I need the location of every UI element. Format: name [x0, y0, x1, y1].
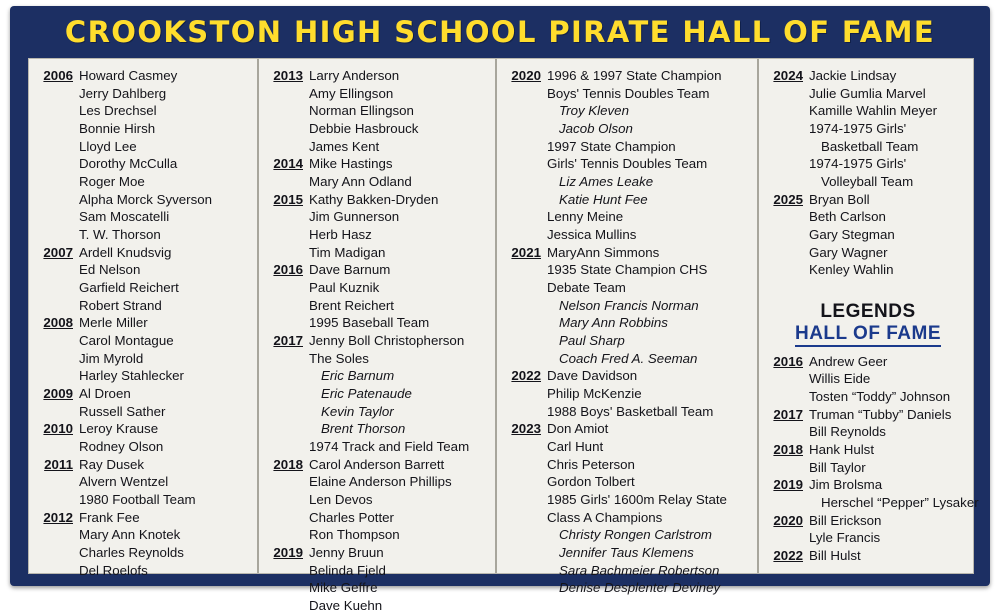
inductee-row: [269, 509, 489, 527]
inductee-row: [507, 244, 751, 262]
induction-year: 2022: [773, 548, 803, 564]
inductee-name: Chris Peterson: [547, 456, 635, 472]
inductee-row: [269, 191, 489, 209]
inductee-columns: [29, 59, 979, 614]
inductee-row: [507, 562, 751, 580]
inductee-row: [507, 191, 751, 209]
inductee-name: Leroy Krause: [79, 421, 159, 437]
inductee-row: [39, 544, 251, 562]
inductee-row: [507, 208, 751, 226]
inductee-row: [39, 350, 251, 368]
inductee-name: Don Amiot: [547, 421, 609, 437]
inductee-name: Kathy Bakken-Dryden: [309, 191, 439, 207]
inductee-row: [39, 420, 251, 438]
inductee-name: Coach Fred A. Seeman: [559, 350, 698, 366]
inductee-name: Jennifer Taus Klemens: [559, 545, 694, 561]
inductee-name: Dorothy McCulla: [79, 156, 178, 172]
inductee-name: Mary Ann Knotek: [79, 527, 181, 543]
inductee-name: Tim Madigan: [309, 244, 386, 260]
inductee-name: 1980 Football Team: [79, 492, 196, 508]
inductee-row: [39, 562, 251, 580]
induction-year: 2025: [773, 191, 803, 207]
inductee-row: [39, 261, 251, 279]
inductee-name: Brent Reichert: [309, 297, 394, 313]
inductee-row: [269, 279, 489, 297]
inductee-name: Russell Sather: [79, 403, 166, 419]
inductee-name: Charles Potter: [309, 509, 394, 525]
inductee-row: [507, 473, 751, 491]
induction-year: 2022: [511, 368, 541, 384]
page-title: CROOKSTON HIGH SCHOOL PIRATE HALL OF FAME: [64, 15, 936, 49]
inductee-name: Boys' Tennis Doubles Team: [547, 85, 710, 101]
column-4: [757, 59, 979, 573]
inductee-row: [269, 85, 489, 103]
inductee-row: [769, 208, 967, 226]
inductee-row: [269, 208, 489, 226]
inductee-name: Bill Reynolds: [809, 424, 886, 440]
inductee-name: Mary Ann Odland: [309, 174, 412, 190]
inductee-name: Amy Ellingson: [309, 85, 394, 101]
inductee-name: Rodney Olson: [79, 439, 164, 455]
inductee-row: [39, 173, 251, 191]
inductee-name: Class A Champions: [547, 509, 663, 525]
inductee-name: Julie Gumlia Marvel: [809, 85, 926, 101]
inductee-row: [769, 370, 967, 388]
inductee-row: [39, 191, 251, 209]
inductee-row: [507, 138, 751, 156]
inductee-name: Jenny Bruun: [309, 545, 384, 561]
inductee-name: Ray Dusek: [79, 456, 145, 472]
inductee-name: Nelson Francis Norman: [559, 297, 699, 313]
inductee-row: [507, 85, 751, 103]
inductee-row: [507, 332, 751, 350]
inductee-row: [269, 138, 489, 156]
inductee-row: [39, 102, 251, 120]
inductee-row: [769, 67, 967, 85]
inductee-row: [269, 456, 489, 474]
inductee-row: [769, 353, 967, 371]
induction-year: 2020: [511, 68, 541, 83]
inductee-row: [507, 420, 751, 438]
inductee-name: Ardell Knudsvig: [79, 244, 172, 260]
legends-title-line1: LEGENDS: [820, 301, 916, 323]
inductee-name: Tosten “Toddy” Johnson: [809, 389, 951, 405]
inductee-name: Basketball Team: [821, 138, 919, 154]
inductee-row: [39, 438, 251, 456]
inductee-row: [769, 547, 967, 565]
inductee-row: [507, 314, 751, 332]
inductee-name: Elaine Anderson Phillips: [309, 474, 452, 490]
inductee-name: Brent Thorson: [321, 421, 406, 437]
inductee-name: Denise Desplenter Deviney: [559, 580, 721, 596]
inductee-name: Dave Davidson: [547, 368, 638, 384]
inductee-row: [39, 244, 251, 262]
inductee-row: [769, 226, 967, 244]
induction-year: 2008: [43, 315, 73, 331]
inductee-row: [269, 473, 489, 491]
inductee-row: [769, 406, 967, 424]
inductee-row: [269, 526, 489, 544]
inductee-row: [769, 388, 967, 406]
column-3: [495, 59, 757, 596]
induction-year: 2018: [773, 442, 803, 458]
inductee-row: [269, 544, 489, 562]
inductee-name: 1974-1975 Girls': [809, 156, 907, 172]
inductee-name: Girls' Tennis Doubles Team: [547, 156, 708, 172]
inductee-name: Debbie Hasbrouck: [309, 121, 419, 137]
inductee-name: Howard Casmey: [79, 68, 178, 83]
inductee-row: [269, 155, 489, 173]
inductee-row: [769, 261, 967, 279]
inductee-name: Dave Barnum: [309, 262, 391, 278]
inductee-name: Kevin Taylor: [321, 403, 394, 419]
inductee-name: 1935 State Champion CHS: [547, 262, 708, 278]
inductee-name: Christy Rongen Carlstrom: [559, 527, 712, 543]
inductee-name: Gordon Tolbert: [547, 474, 635, 490]
inductee-row: [769, 476, 967, 494]
inductee-name: 1988 Boys' Basketball Team: [547, 403, 714, 419]
inductee-name: Mary Ann Robbins: [559, 315, 668, 331]
inductee-name: Mike Hastings: [309, 156, 393, 172]
inductee-name: Kamille Wahlin Meyer: [809, 103, 938, 119]
induction-year: 2021: [511, 244, 541, 260]
inductee-name: Garfield Reichert: [79, 280, 179, 296]
inductee-name: Alpha Morck Syverson: [79, 191, 213, 207]
induction-year: 2007: [43, 244, 73, 260]
inductee-row: [769, 459, 967, 477]
induction-year: 2017: [273, 333, 303, 349]
inductee-name: Belinda Fjeld: [309, 562, 386, 578]
induction-year: 2016: [273, 262, 303, 278]
inductee-row: [769, 102, 967, 120]
inductee-name: Jessica Mullins: [547, 227, 637, 243]
inductee-row: [507, 579, 751, 597]
inductee-row: [269, 297, 489, 315]
inductee-row: [269, 420, 489, 438]
inductee-name: Jenny Boll Christopherson: [309, 333, 465, 349]
inductee-row: [507, 279, 751, 297]
inductee-name: Merle Miller: [79, 315, 148, 331]
inductee-row: [269, 67, 489, 85]
inductee-row: [269, 597, 489, 615]
inductee-name: The Soles: [309, 350, 369, 366]
inductee-name: Hank Hulst: [809, 442, 875, 458]
inductee-row: [507, 403, 751, 421]
inductee-name: Mike Geffre: [309, 580, 378, 596]
induction-year: 2014: [273, 156, 303, 172]
inductee-name: Philip McKenzie: [547, 386, 642, 402]
legends-title-line2: HALL OF FAME: [795, 323, 941, 347]
inductee-name: Norman Ellingson: [309, 103, 414, 119]
inductee-name: Paul Kuznik: [309, 280, 380, 296]
inductee-row: [769, 120, 967, 138]
inductee-row: [39, 226, 251, 244]
inductee-name: Bill Hulst: [809, 548, 861, 564]
inductee-name: Bryan Boll: [809, 191, 870, 207]
inductee-row: [39, 491, 251, 509]
inductee-row: [507, 155, 751, 173]
inductee-name: Paul Sharp: [559, 333, 625, 349]
inductee-row: [39, 526, 251, 544]
inductee-name: Gary Wagner: [809, 244, 888, 260]
inductee-name: Kenley Wahlin: [809, 262, 894, 278]
inductee-name: Ed Nelson: [79, 262, 141, 278]
inductee-row: [769, 191, 967, 209]
inductee-name: Dave Kuehn: [309, 598, 383, 614]
inductee-row: [39, 367, 251, 385]
inductee-row: [769, 512, 967, 530]
inductee-row: [269, 120, 489, 138]
inductee-name: Liz Ames Leake: [559, 174, 654, 190]
induction-year: 2017: [773, 406, 803, 422]
plaque-board: [10, 6, 990, 614]
inductee-row: [507, 120, 751, 138]
inductee-name: T. W. Thorson: [79, 227, 161, 243]
induction-year: 2016: [773, 353, 803, 369]
inductee-name: Bonnie Hirsh: [79, 121, 156, 137]
inductee-name: Alvern Wentzel: [79, 474, 169, 490]
column-1: [29, 59, 257, 578]
inductee-name: Carol Anderson Barrett: [309, 456, 445, 472]
inductee-name: Jackie Lindsay: [809, 68, 897, 83]
inductee-name: 1996 & 1997 State Champion: [547, 68, 722, 83]
inductee-row: [507, 438, 751, 456]
inductee-row: [39, 332, 251, 350]
inductee-row: [769, 138, 967, 156]
inductee-name: 1974 Track and Field Team: [309, 439, 470, 455]
inductee-row: [39, 456, 251, 474]
induction-year: 2010: [43, 421, 73, 437]
inductee-name: Al Droen: [79, 386, 131, 402]
inductee-row: [507, 509, 751, 527]
inductee-row: [39, 138, 251, 156]
inductee-row: [269, 438, 489, 456]
inductee-row: [269, 244, 489, 262]
inductee-row: [507, 385, 751, 403]
inductee-row: [269, 403, 489, 421]
induction-year: 2012: [43, 509, 73, 525]
inductee-row: [39, 403, 251, 421]
induction-year: 2006: [43, 68, 73, 83]
inductee-row: [269, 173, 489, 191]
inductee-row: [39, 314, 251, 332]
column-2: [257, 59, 495, 614]
inductee-row: [39, 208, 251, 226]
inductee-name: Lloyd Lee: [79, 138, 137, 154]
inductee-row: [769, 529, 967, 547]
inductee-row: [39, 85, 251, 103]
inductee-row: [269, 579, 489, 597]
legends-title-line2-wrap: [769, 323, 967, 353]
inductee-row: [39, 279, 251, 297]
inductee-row: [769, 173, 967, 191]
inductee-name: Del Roelofs: [79, 562, 148, 578]
inductee-name: Bill Taylor: [809, 459, 866, 475]
inductee-name: Carol Montague: [79, 333, 174, 349]
inductee-row: [39, 155, 251, 173]
inductee-row: [269, 261, 489, 279]
inductee-name: Herschel “Pepper” Lysaker: [821, 495, 979, 511]
inductee-row: [769, 244, 967, 262]
inductee-name: Len Devos: [309, 492, 373, 508]
inductee-name: Beth Carlson: [809, 209, 886, 225]
induction-year: 2018: [273, 456, 303, 472]
inductee-row: [507, 544, 751, 562]
inductee-name: Andrew Geer: [809, 353, 888, 369]
inductee-name: Harley Stahlecker: [79, 368, 184, 384]
inductee-name: Robert Strand: [79, 297, 162, 313]
inductee-name: Jim Gunnerson: [309, 209, 400, 225]
inductee-name: 1985 Girls' 1600m Relay State: [547, 492, 727, 508]
inductee-row: [507, 67, 751, 85]
inductee-name: James Kent: [309, 138, 380, 154]
inductee-row: [769, 423, 967, 441]
inductee-row: [269, 314, 489, 332]
induction-year: 2020: [773, 512, 803, 528]
plaque-title-bar: [10, 6, 990, 58]
induction-year: 2015: [273, 191, 303, 207]
inductee-row: [39, 385, 251, 403]
inductee-row: [507, 297, 751, 315]
inductee-name: Ron Thompson: [309, 527, 400, 543]
induction-year: 2011: [44, 456, 73, 472]
inductee-row: [507, 226, 751, 244]
inductee-row: [39, 120, 251, 138]
inductee-row: [769, 494, 979, 512]
plaque-plate: [28, 58, 979, 614]
induction-year: 2024: [773, 68, 803, 83]
legends-hall-of-fame-section: [769, 301, 979, 565]
inductee-row: [507, 456, 751, 474]
inductee-name: Eric Patenaude: [321, 386, 412, 402]
inductee-row: [39, 67, 251, 85]
inductee-row: [769, 85, 967, 103]
inductee-row: [507, 491, 751, 509]
induction-year: 2009: [43, 386, 73, 402]
inductee-name: Lenny Meine: [547, 209, 624, 225]
inductee-name: Sam Moscatelli: [79, 209, 170, 225]
inductee-row: [769, 441, 967, 459]
inductee-name: Katie Hunt Fee: [559, 191, 648, 207]
inductee-name: 1974-1975 Girls': [809, 121, 907, 137]
inductee-name: Roger Moe: [79, 174, 145, 190]
inductee-name: 1995 Baseball Team: [309, 315, 430, 331]
inductee-name: Lyle Francis: [809, 530, 881, 546]
inductee-row: [769, 155, 967, 173]
inductee-row: [507, 261, 751, 279]
inductee-name: Jim Myrold: [79, 350, 144, 366]
inductee-row: [507, 526, 751, 544]
inductee-name: Truman “Tubby” Daniels: [809, 406, 952, 422]
inductee-name: Herb Hasz: [309, 227, 372, 243]
inductee-name: Carl Hunt: [547, 439, 604, 455]
inductee-row: [39, 297, 251, 315]
inductee-row: [269, 385, 489, 403]
inductee-name: Les Drechsel: [79, 103, 157, 119]
inductee-row: [507, 367, 751, 385]
inductee-row: [507, 173, 751, 191]
inductee-name: Debate Team: [547, 280, 626, 296]
inductee-name: 1997 State Champion: [547, 138, 676, 154]
inductee-row: [269, 367, 489, 385]
inductee-row: [269, 562, 489, 580]
inductee-name: Sara Bachmeier Robertson: [559, 562, 720, 578]
inductee-row: [269, 491, 489, 509]
induction-year: 2013: [273, 68, 303, 83]
inductee-name: Jerry Dahlberg: [79, 85, 167, 101]
inductee-name: Jacob Olson: [559, 121, 633, 137]
inductee-row: [507, 350, 751, 368]
inductee-name: Charles Reynolds: [79, 545, 184, 561]
inductee-row: [269, 332, 489, 350]
induction-year: 2019: [273, 545, 303, 561]
inductee-name: Frank Fee: [79, 509, 140, 525]
inductee-name: Willis Eide: [809, 371, 871, 387]
inductee-name: Eric Barnum: [321, 368, 395, 384]
induction-year: 2019: [773, 477, 803, 493]
induction-year: 2023: [511, 421, 541, 437]
inductee-name: Troy Kleven: [559, 103, 629, 119]
inductee-row: [39, 473, 251, 491]
inductee-row: [269, 102, 489, 120]
inductee-name: Gary Stegman: [809, 227, 895, 243]
inductee-name: Bill Erickson: [809, 512, 882, 528]
inductee-name: Jim Brolsma: [809, 477, 883, 493]
inductee-row: [269, 226, 489, 244]
inductee-name: Larry Anderson: [309, 68, 400, 83]
inductee-name: MaryAnn Simmons: [547, 244, 660, 260]
inductee-row: [507, 102, 751, 120]
inductee-name: Volleyball Team: [821, 174, 914, 190]
inductee-row: [269, 350, 489, 368]
inductee-row: [39, 509, 251, 527]
